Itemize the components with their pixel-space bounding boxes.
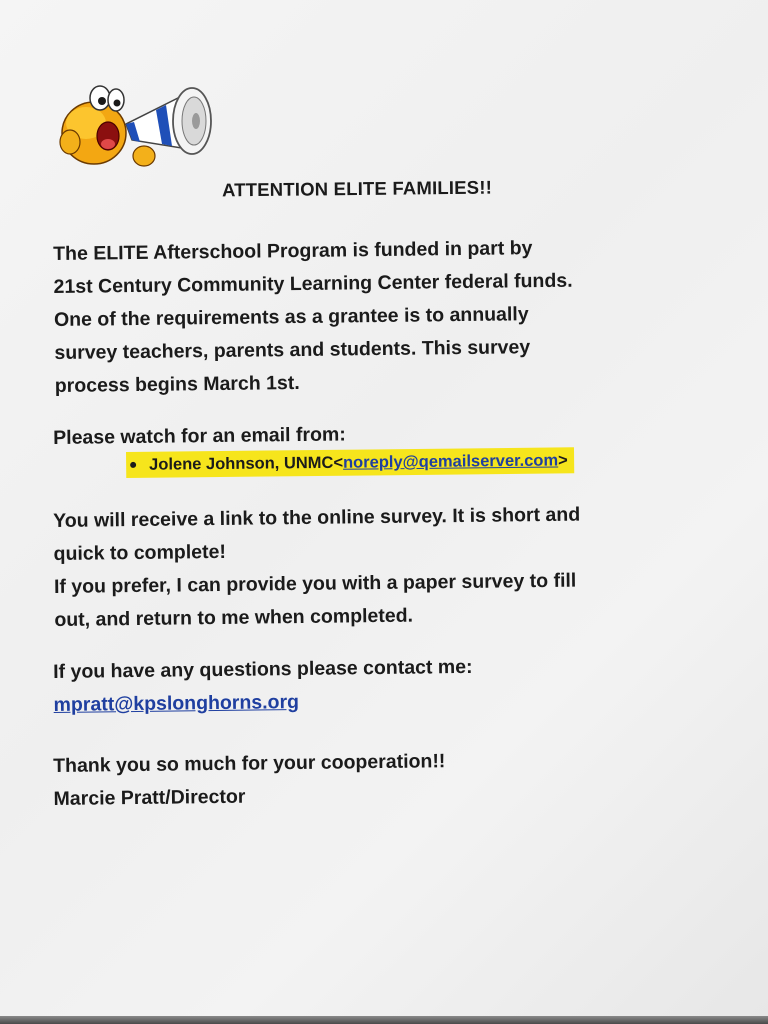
intro-line: process begins March 1st.	[54, 371, 300, 397]
watch-label: Please watch for an email from:	[53, 423, 346, 449]
contact-label: If you have any questions please contact me:	[53, 655, 473, 683]
intro-line: survey teachers, parents and students. This survey	[54, 336, 531, 364]
sender-email-link[interactable]: noreply@qemailserver.com	[342, 451, 559, 472]
intro-paragraph	[53, 232, 574, 403]
sender-bullet	[126, 447, 574, 478]
megaphone-emoji-icon	[56, 78, 218, 174]
contact-paragraph	[53, 651, 473, 722]
closing-paragraph	[53, 745, 446, 816]
signature: Marcie Pratt/Director	[53, 785, 246, 810]
intro-line: The ELITE Afterschool Program is funded in part by	[53, 237, 533, 265]
contact-email-link[interactable]: mpratt@kpslonghorns.org	[53, 690, 300, 716]
survey-paragraph	[53, 499, 582, 637]
survey-line: out, and return to me when completed.	[54, 604, 414, 631]
bracket-open: <	[333, 453, 344, 472]
intro-line: 21st Century Community Learning Center federal funds.	[53, 269, 573, 298]
bracket-close: >	[558, 451, 568, 470]
survey-line: quick to complete!	[53, 540, 227, 565]
intro-line: One of the requirements as a grantee is to annually	[53, 303, 529, 331]
survey-line: You will receive a link to the online survey. It is short and	[53, 503, 581, 532]
sender-name: Jolene Johnson, UNMC	[149, 453, 334, 474]
thanks-line: Thank you so much for your cooperation!!	[53, 750, 446, 777]
survey-line: If you prefer, I can provide you with a paper survey to fill	[53, 569, 577, 598]
page-edge-shadow	[0, 1016, 768, 1024]
bullet-icon	[130, 462, 136, 468]
flyer-title: ATTENTION ELITE FAMILIES!!	[221, 176, 493, 201]
